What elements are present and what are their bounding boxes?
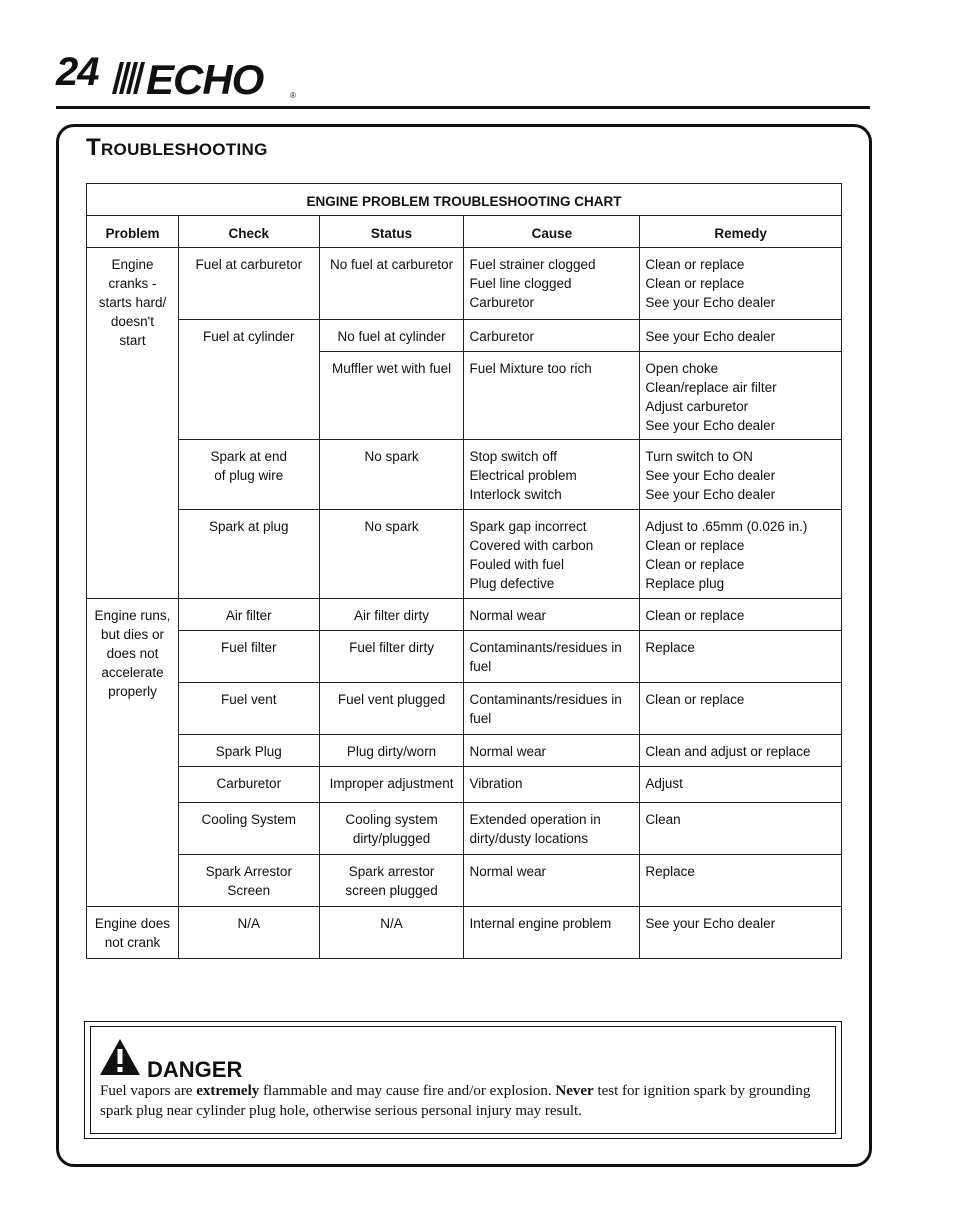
cell-text: See your Echo dealer (645, 487, 776, 502)
cell-text: Muffler wet with fuel (332, 361, 452, 376)
status-cell (319, 803, 464, 855)
check-cell (178, 855, 319, 907)
status-cell (319, 855, 464, 907)
cell-text: Spark at end (210, 449, 288, 464)
echo-wordmark: ECHO (146, 56, 264, 100)
check-cell (178, 735, 319, 767)
cell-text: Replace plug (645, 576, 725, 591)
cell-text: Normal wear (469, 608, 546, 623)
remedy-cell (640, 248, 842, 320)
status-cell (319, 683, 464, 735)
cell-text: Normal wear (469, 744, 546, 759)
remedy-cell (640, 599, 842, 631)
table-row (87, 599, 842, 631)
cell-text: See your Echo dealer (645, 329, 776, 344)
table-row (87, 440, 842, 510)
check-cell (178, 248, 319, 320)
cell-text: Plug defective (469, 576, 555, 591)
cell-text: Carburetor (216, 776, 282, 791)
column-header: Remedy (640, 216, 842, 248)
cell-text: See your Echo dealer (645, 916, 776, 931)
cell-text: Clean or replace (645, 276, 745, 291)
remedy-cell (640, 855, 842, 907)
cell-text: Replace (645, 864, 695, 879)
table-caption: ENGINE PROBLEM TROUBLESHOOTING CHART (87, 184, 842, 216)
remedy-cell (640, 440, 842, 510)
cause-cell (464, 683, 640, 735)
problem-cell (87, 907, 179, 959)
column-header: Status (319, 216, 464, 248)
cell-text: Clean or replace (645, 608, 745, 623)
cell-text: Contaminants/residues in (469, 640, 622, 655)
cell-text: cranks - (108, 276, 157, 291)
remedy-cell (640, 907, 842, 959)
problem-cell (87, 599, 179, 907)
section-title: TROUBLESHOOTING (86, 134, 268, 161)
cause-cell (464, 855, 640, 907)
cell-text: See your Echo dealer (645, 468, 776, 483)
cell-text: Air filter (225, 608, 272, 623)
cell-text: dirty/plugged (352, 831, 431, 846)
cell-text: Carburetor (469, 295, 534, 310)
column-header: Cause (464, 216, 640, 248)
cell-text: Open choke (645, 361, 719, 376)
cell-text: No fuel at carburetor (330, 257, 454, 272)
cell-text: Covered with carbon (469, 538, 594, 553)
cell-text: Cooling System (201, 812, 297, 827)
cell-text: Fuel line clogged (469, 276, 572, 291)
svg-text:®: ® (290, 91, 296, 100)
cell-text: Fouled with fuel (469, 557, 565, 572)
cell-text: Adjust (645, 776, 683, 791)
remedy-cell (640, 631, 842, 683)
cell-text: starts hard/ (98, 295, 167, 310)
cell-text: Fuel Mixture too rich (469, 361, 592, 376)
table-row (87, 855, 842, 907)
troubleshooting-table (86, 183, 842, 959)
cell-text: not crank (104, 935, 161, 950)
cell-text: Fuel vent (221, 692, 277, 707)
cell-text: Spark Plug (215, 744, 282, 759)
cell-text: Clean or replace (645, 538, 745, 553)
cell-text: Fuel strainer clogged (469, 257, 596, 272)
column-header: Check (178, 216, 319, 248)
cause-cell (464, 631, 640, 683)
cell-text: Stop switch off (469, 449, 557, 464)
cell-text: Replace (645, 640, 695, 655)
table-row (87, 631, 842, 683)
status-cell (319, 735, 464, 767)
check-cell (178, 320, 319, 440)
cell-text: Cooling system (345, 812, 438, 827)
table-row (87, 907, 842, 959)
cause-cell (464, 510, 640, 599)
status-cell (319, 320, 464, 352)
danger-text: Fuel vapors are extremely flammable and may cause fire and/or explosion. Never test for ignition spark by grounding spark plug near cylinder plug hole, otherwise serious personal injury may result. (100, 1083, 811, 1119)
table-row (87, 735, 842, 767)
cell-text: screen plugged (345, 883, 438, 898)
cell-text: Fuel filter (221, 640, 277, 655)
cell-text: Fuel at cylinder (203, 329, 295, 344)
cell-text: Clean and adjust or replace (645, 744, 811, 759)
cell-text: Spark Arrestor (205, 864, 292, 879)
cause-cell (464, 440, 640, 510)
cause-cell (464, 248, 640, 320)
cell-text: Improper adjustment (329, 776, 454, 791)
cell-text: Spark arrestor (348, 864, 435, 879)
remedy-cell (640, 510, 842, 599)
cause-cell (464, 907, 640, 959)
cell-text: Adjust to .65mm (0.026 in.) (645, 519, 808, 534)
cell-text: start (119, 333, 146, 348)
remedy-cell (640, 767, 842, 803)
status-cell (319, 440, 464, 510)
check-cell (178, 803, 319, 855)
status-cell (319, 599, 464, 631)
cell-text: Extended operation in (469, 812, 601, 827)
cell-text: Fuel filter dirty (349, 640, 434, 655)
check-cell (178, 767, 319, 803)
page-number: 24 (56, 50, 99, 94)
cell-text: fuel (469, 711, 492, 726)
cell-text: Clean (645, 812, 681, 827)
cell-text: Fuel vent plugged (337, 692, 446, 707)
cause-cell (464, 352, 640, 440)
table-row (87, 767, 842, 803)
status-cell (319, 248, 464, 320)
cell-text: Engine (111, 257, 154, 272)
remedy-cell (640, 683, 842, 735)
table-row (87, 248, 842, 320)
cell-text: See your Echo dealer (645, 418, 776, 433)
cell-text: doesn't (110, 314, 155, 329)
cell-text: Clean or replace (645, 557, 745, 572)
cause-cell (464, 735, 640, 767)
problem-cell (87, 248, 179, 599)
check-cell (178, 440, 319, 510)
cause-cell (464, 767, 640, 803)
status-cell (319, 352, 464, 440)
cause-cell (464, 320, 640, 352)
cell-text: of plug wire (214, 468, 284, 483)
header-rule (56, 106, 870, 109)
cell-text: Vibration (469, 776, 523, 791)
cell-text: No fuel at cylinder (337, 329, 446, 344)
cell-text: N/A (380, 916, 403, 931)
check-cell (178, 510, 319, 599)
cell-text: accelerate (101, 665, 164, 680)
cell-text: Contaminants/residues in (469, 692, 622, 707)
cell-text: but dies or (100, 627, 164, 642)
remedy-cell (640, 803, 842, 855)
cause-cell (464, 599, 640, 631)
cell-text: Engine runs, (94, 608, 171, 623)
echo-logo (112, 56, 302, 100)
column-header: Problem (87, 216, 179, 248)
remedy-cell (640, 320, 842, 352)
warning-icon (99, 1038, 141, 1076)
cause-cell (464, 803, 640, 855)
table-row (87, 320, 842, 352)
cell-text: Air filter dirty (354, 608, 430, 623)
cell-text: dirty/dusty locations (469, 831, 589, 846)
cell-text: Interlock switch (469, 487, 562, 502)
cell-text: does not (106, 646, 159, 661)
cell-text: Adjust carburetor (645, 399, 749, 414)
danger-box (84, 1021, 842, 1139)
check-cell (178, 599, 319, 631)
status-cell (319, 767, 464, 803)
check-cell (178, 907, 319, 959)
cell-text: properly (108, 684, 157, 699)
cell-text: Spark at plug (209, 519, 289, 534)
check-cell (178, 631, 319, 683)
cell-text: Screen (227, 883, 271, 898)
table-row (87, 510, 842, 599)
status-cell (319, 631, 464, 683)
cell-text: No spark (364, 519, 419, 534)
cell-text: See your Echo dealer (645, 295, 776, 310)
cell-text: Turn switch to ON (645, 449, 753, 464)
cell-text: N/A (237, 916, 261, 931)
cell-text: Clean/replace air filter (645, 380, 777, 395)
cell-text: fuel (469, 659, 492, 674)
cell-text: Electrical problem (469, 468, 577, 483)
check-cell (178, 683, 319, 735)
table-row (87, 803, 842, 855)
status-cell (319, 907, 464, 959)
table-row (87, 683, 842, 735)
cell-text: Clean or replace (645, 257, 745, 272)
cell-text: Plug dirty/worn (346, 744, 437, 759)
cell-text: Internal engine problem (469, 916, 612, 931)
status-cell (319, 510, 464, 599)
remedy-cell (640, 352, 842, 440)
cell-text: Normal wear (469, 864, 546, 879)
cell-text: Fuel at carburetor (195, 257, 303, 272)
remedy-cell (640, 735, 842, 767)
cell-text: No spark (364, 449, 419, 464)
cell-text: Clean or replace (645, 692, 745, 707)
cell-text: Carburetor (469, 329, 534, 344)
cell-text: Engine does (94, 916, 170, 931)
danger-label: DANGER (147, 1057, 243, 1082)
cell-text: Spark gap incorrect (469, 519, 587, 534)
